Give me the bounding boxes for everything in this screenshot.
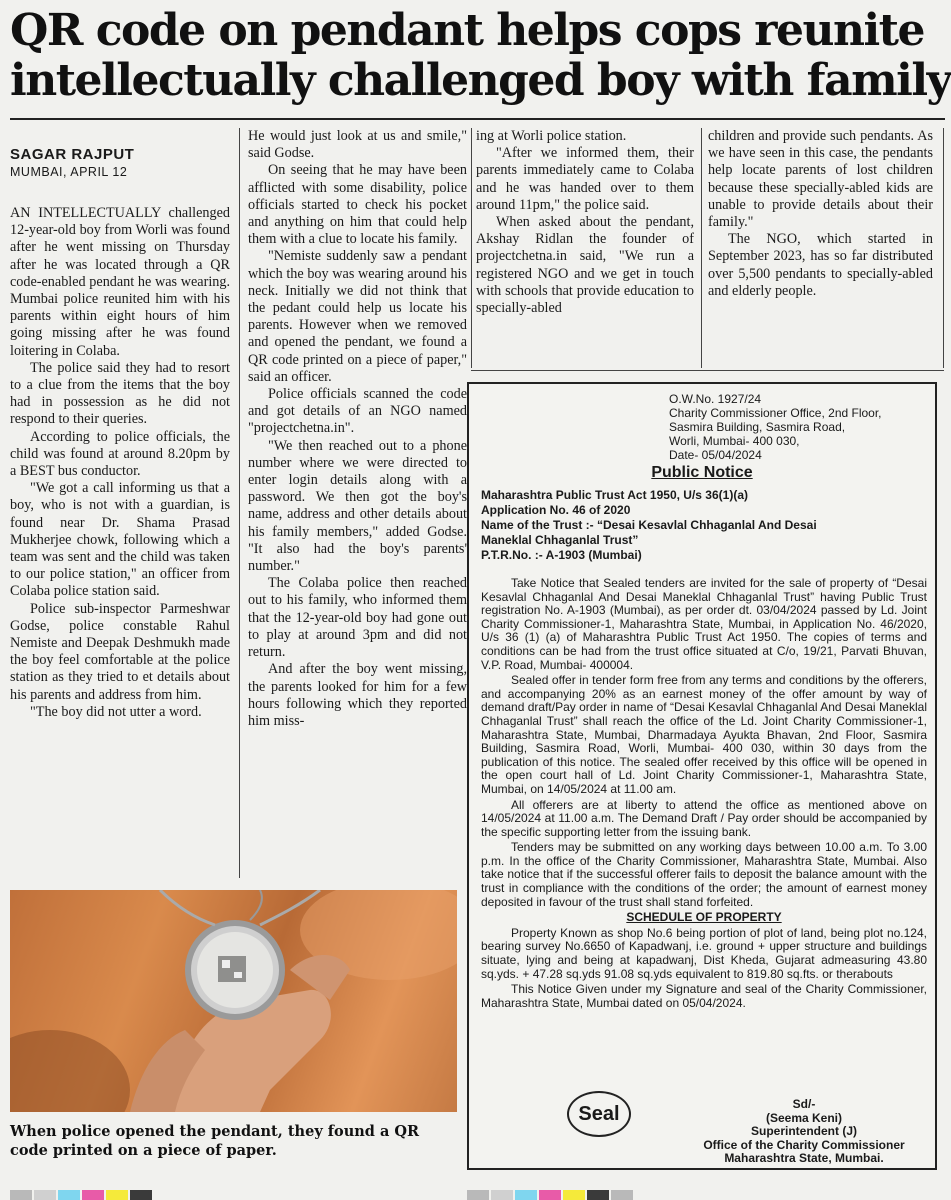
article-paragraph: "We then reached out to a phone number where we were directed to enter login details along with a password. We then got the boy's name, address and other details about his family members," added Godse. "It also had the boy's parents' number." xyxy=(248,437,467,575)
article-paragraph: "Nemiste suddenly saw a pendant which the boy was wearing around his neck. Initially we did not think that the pedant could help us locate his parents. However when we removed and opened the pendant, we found a QR code printed on a piece of paper," said an officer. xyxy=(248,248,467,385)
notice-paragraph: Take Notice that Sealed tenders are invited for the sale of property of “Desai Kesavlal Chhaganlal And Desai Maneklal Chhaganlal Trust” having Public Trust registration No. A-1903 (Mumbai), as per order dt. 03/04/2024 passed by Ld. Joint Charity Commissioner-1, Maharashtra State, Mumbai, in Application No. 46/2020, U/s 36 (1) (a) of Maharashtra Public Trust Act 1950. The copies of terms and conditions can be had from the trust office situated at C/o, 19/21, Parvati Bhuvan, V.P. Road, Mumbai- 400004. xyxy=(481,576,927,672)
notice-paragraph: Sealed offer in tender form free from any terms and conditions by the offerers, and accompanying 20% as an earnest money of the offer amount by way of demand draft/Pay order in name of “Desai Kesavlal Chhaganlal And Desai Maneklal Chhaganlal Trust” shall reach the office of the Ld. Joint Charity Commissioner-1, Maharashtra State, Mumbai, Dharmadaya Ayukta Bhavan, 2nd Floor, Sasmira Building, Sasmira Road, Worli, Mumbai- 400 030, within 30 days from the publication of this notice. The sealed offer received by this office will be opened in the open court hall of Ld. Joint Charity Commissioner-1, Maharashtra State, Mumbai, on 14/05/2024 at 11.00 am. xyxy=(481,673,927,796)
notice-given: This Notice Given under my Signature and seal of the Charity Commissioner, Maharashtra State, Mumbai dated on 05/04/2024. xyxy=(481,982,927,1010)
article-paragraph: According to police officials, the child was found at around 8.20pm by a BEST bus conductor. xyxy=(10,428,230,480)
notice-address-line: Date- 05/04/2024 xyxy=(669,448,762,462)
pendant-photo-illustration xyxy=(10,890,457,1112)
byline-dateline: MUMBAI, APRIL 12 xyxy=(10,165,128,179)
color-swatch xyxy=(491,1190,513,1200)
byline xyxy=(10,146,232,179)
notice-ptr: P.T.R.No. :- A-1903 (Mumbai) xyxy=(481,548,642,562)
article-paragraph: On seeing that he may have been afflicted with some disability, police officials started to check his pocket and anything on him that could help them with a clue to locate his family. xyxy=(248,162,467,248)
article-paragraph: "We got a call informing us that a boy, who is not with a guardian, is found near Dr. Shama Prasad Mukherjee chowk, following which a team was sent and the child was taken to our police station," an officer from Colaba police station said. xyxy=(10,480,230,600)
article-paragraph: The NGO, which started in September 2023, has so far distributed over 5,500 pendants to specially-abled and elderly people. xyxy=(708,231,933,299)
photo-caption: When police opened the pendant, they found a QR code printed on a piece of paper. xyxy=(10,1123,420,1159)
color-swatch xyxy=(611,1190,633,1200)
notice-office-address xyxy=(669,392,929,462)
article-bottom-rule xyxy=(471,370,944,371)
color-swatch xyxy=(587,1190,609,1200)
signature-line: Sd/- xyxy=(792,1097,816,1111)
notice-body xyxy=(481,577,927,1012)
article-paragraph: AN INTELLECTUALLY challenged 12-year-old boy from Worli was found after he went missing on Thursday after he was located through a QR code-enabled pendant he was wearing. Mumbai police reunited him with his parents within eight hours of him going missing after he was found loitering in Colaba. xyxy=(10,205,230,359)
article-column-3 xyxy=(476,128,694,317)
color-swatch xyxy=(106,1190,128,1200)
article-right-border xyxy=(943,128,944,368)
article-paragraph: Police officials scanned the code and got details of an NGO named "projectchetna.in". xyxy=(248,386,467,437)
notice-act: Maharashtra Public Trust Act 1950, U/s 36(1)(a) xyxy=(481,488,748,502)
article-paragraph: "The boy did not utter a word. xyxy=(30,703,202,720)
public-notice xyxy=(467,382,937,1170)
column-divider xyxy=(471,128,472,368)
color-swatch xyxy=(10,1190,32,1200)
registration-color-bar-right xyxy=(467,1190,635,1200)
article-column-2 xyxy=(248,128,467,730)
notice-address-line: O.W.No. 1927/24 xyxy=(669,392,762,406)
notice-paragraph: Tenders may be submitted on any working days between 10.00 a.m. To 3.00 p.m. In the office of the Charity Commissioner, Maharashtra State, Mumbai. Also take notice that if the successful offerer fails to deposit the balance amount with the trust in compliance with the conditions of the order; the amount of earnest money deposited in favour of the trust shall stand forfeited. xyxy=(481,840,927,909)
article-paragraph: children and provide such pendants. As we have seen in this case, the pendants help locate parents of lost children because these specially-abled kids are unable to provide details about their family." xyxy=(708,128,933,231)
notice-header xyxy=(481,488,927,563)
color-swatch xyxy=(563,1190,585,1200)
article-column-1 xyxy=(10,205,230,721)
notice-address-line: Sasmira Building, Sasmira Road, xyxy=(669,420,846,434)
signature-line: Office of the Charity Commissioner xyxy=(703,1137,905,1152)
color-swatch xyxy=(539,1190,561,1200)
byline-author: SAGAR RAJPUT xyxy=(10,146,135,163)
column-divider xyxy=(701,128,702,368)
article-paragraph: He would just look at us and smile," said Godse. xyxy=(248,128,467,162)
notice-address-line: Worli, Mumbai- 400 030, xyxy=(669,434,800,448)
color-swatch xyxy=(82,1190,104,1200)
headline-rule xyxy=(10,118,945,120)
signature-line: Maharashtra State, Mumbai. xyxy=(724,1151,884,1166)
seal-stamp: Seal xyxy=(567,1091,631,1137)
signature-line: Superintendent (J) xyxy=(750,1124,857,1139)
registration-color-bar-left xyxy=(10,1190,154,1200)
article-column-4 xyxy=(708,128,933,300)
signature-line: (Seema Keni) xyxy=(765,1110,843,1125)
article-paragraph: The Colaba police then reached out to his family, who informed them that the 12-year-old boy had gone out to play at around 3pm and did not return. xyxy=(248,575,467,661)
article-paragraph: "After we informed them, their parents immediately came to Colaba and he was handed over to them around 11pm," the police said. xyxy=(476,145,694,213)
notice-application: Application No. 46 of 2020 xyxy=(481,503,631,517)
article-paragraph: And after the boy went missing, the parents looked for him for a few hours following which they reported him miss- xyxy=(248,661,467,729)
notice-paragraph: All offerers are at liberty to attend the office as mentioned above on 14/05/2024 at 11.00 a.m. The Demand Draft / Pay order should be accompanied by the specific supporting letter from the issuing bank. xyxy=(481,797,927,839)
article-paragraph: Police sub-inspector Parmeshwar Godse, police constable Rahul Nemiste and Deepak Deshmukh made the boy feel comfortable at the police station as they tried to et details about his parents and address from him. xyxy=(10,600,230,703)
headline-line-1: QR code on pendant helps cops reunite xyxy=(10,5,924,56)
headline xyxy=(10,5,951,106)
article-paragraph: The police said they had to resort to a clue from the items that the boy had in possession as he did not respond to their queries. xyxy=(10,359,230,428)
notice-signature xyxy=(684,1098,924,1166)
pendant-photo xyxy=(10,890,457,1112)
color-swatch xyxy=(34,1190,56,1200)
schedule-text: Property Known as shop No.6 being portion of plot of land, being plot no.124, bearing survey No.6650 of Kapadwanj, i.e. ground + upper structure and buildings situate, lying and being at kapadwanj, Dist Kheda, Gujarat admeasuring 43.80 sq.yds. + 47.28 sq.yds 91.08 sq.yds equivalent to 819.80 sq.fts. or therabouts xyxy=(481,925,927,981)
headline-line-2: intellectually challenged boy with family xyxy=(10,55,951,106)
color-swatch xyxy=(58,1190,80,1200)
color-swatch xyxy=(515,1190,537,1200)
column-divider xyxy=(239,128,240,878)
schedule-title: SCHEDULE OF PROPERTY xyxy=(626,910,782,925)
notice-trust-name: Name of the Trust :- “Desai Kesavlal Chhaganlal And Desai Maneklal Chhaganlal Trust” xyxy=(481,518,817,547)
article-paragraph: ing at Worli police station. xyxy=(476,128,627,144)
notice-title: Public Notice xyxy=(651,464,753,481)
color-swatch xyxy=(467,1190,489,1200)
notice-address-line: Charity Commissioner Office, 2nd Floor, xyxy=(669,406,882,420)
color-swatch xyxy=(130,1190,152,1200)
article-paragraph: When asked about the pendant, Akshay Ridlan the founder of projectchetna.in said, "We run a registered NGO and we get in touch with schools that provide education to specially-abled xyxy=(476,214,694,317)
